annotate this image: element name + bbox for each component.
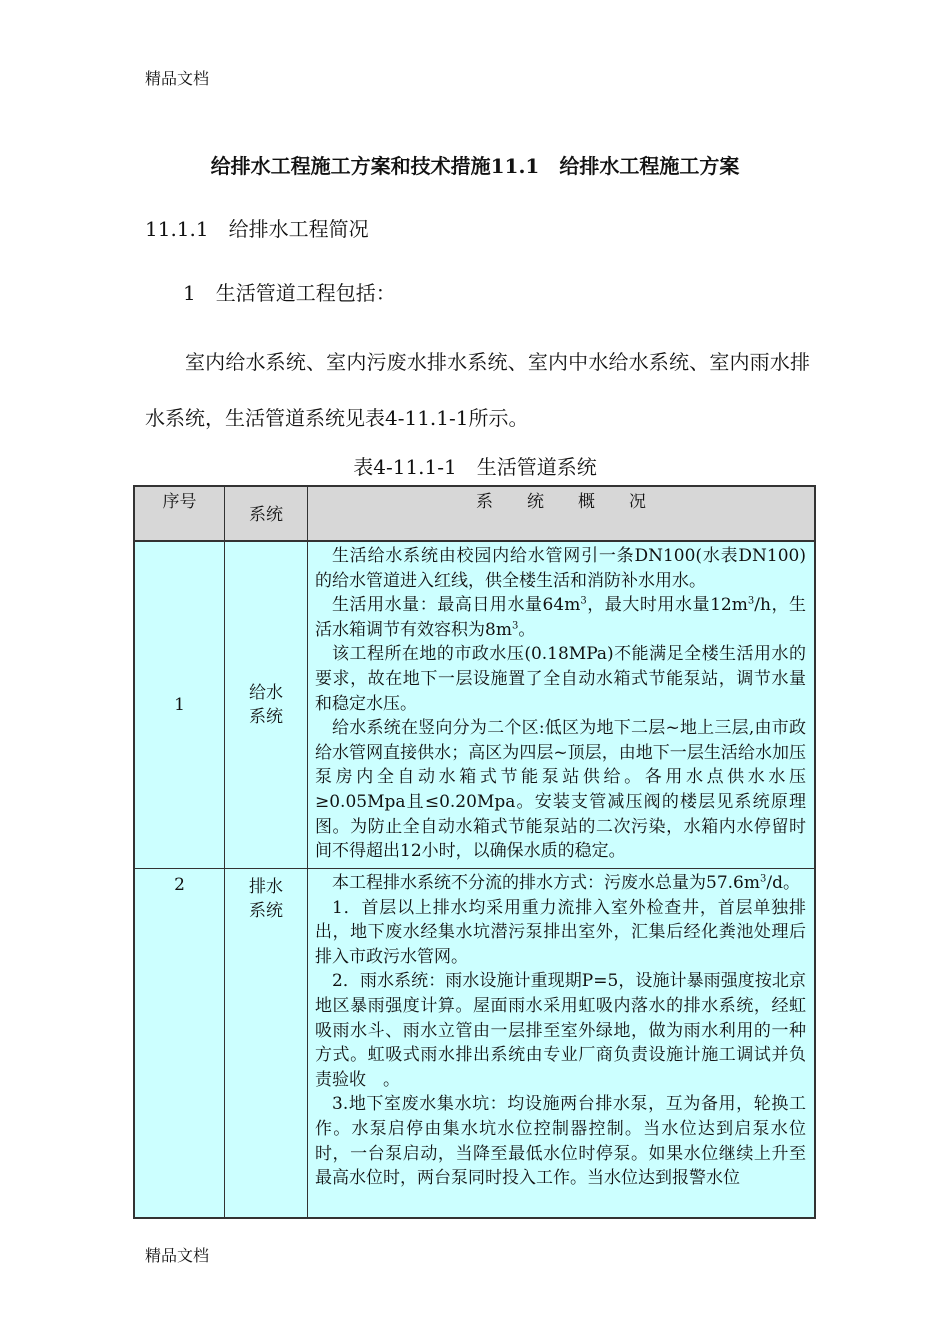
overview-paragraph: 1．首层以上排水均采用重力流排入室外检查井，首层单独排出，地下废水经集水坑潜污泵排出室外，汇集后经化粪池处理后排入市政污水管网。 <box>315 897 806 967</box>
table-header-row <box>134 486 815 541</box>
intro-paragraph: 室内给水系统、室内污废水排水系统、室内中水给水系统、室内雨水排水系统，生活管道系统见表4-11.1-1所示。 <box>145 350 810 430</box>
row-system-name: 排水系统 <box>225 869 308 1219</box>
page-header: 精品文档 <box>145 69 210 88</box>
text-run: /d。 <box>766 873 800 893</box>
superscript: 3 <box>759 873 767 885</box>
text-run: 。 <box>518 619 536 640</box>
row-overview <box>308 869 816 1219</box>
header-overview: 系 统 概 况 <box>308 486 816 541</box>
superscript: 3 <box>747 595 755 607</box>
row-number: 1 <box>134 541 225 869</box>
text-run: /h，生活水箱调节有效容积为8m <box>315 595 806 640</box>
header-no: 序号 <box>134 486 225 541</box>
table-row <box>134 541 815 869</box>
section-heading: 11.1.1 给排水工程简况 <box>145 217 369 241</box>
text-run: ，最大时用水量12m <box>586 595 748 616</box>
overview-paragraph: 给水系统在竖向分为二个区:低区为地下二层~地上三层,由市政给水管网直接供水；高区为四层~顶层，由地下一层生活给水加压泵房内全自动水箱式节能泵站供给。各用水点供水水压≥0.05Mpa且≤0.20Mpa。安装支管减压阀的楼层见系统原理图。为防止全自动水箱式节能泵站的二次污染，水箱内水停留时间不得超出12小时，以确保水质的稳定。 <box>315 718 806 862</box>
row-system-name: 给水系统 <box>225 541 308 869</box>
page-footer: 精品文档 <box>145 1246 210 1265</box>
row-number: 2 <box>134 869 225 1219</box>
superscript: 3 <box>511 620 519 632</box>
document-title: 给排水工程施工方案和技术措施11.1 给排水工程施工方案 <box>210 154 740 178</box>
header-system: 系统 <box>225 486 308 541</box>
overview-paragraph <box>315 593 806 642</box>
overview-paragraph: 3.地下室废水集水坑：均设施两台排水泵，互为备用，轮换工作。水泵启停由集水坑水位控制器控制。当水位达到启泵水位时，一台泵启动，当降至最低水位时停泵。如果水位继续上升至最高水位时，两台泵同时投入工作。当水位达到报警水位 <box>315 1094 806 1189</box>
superscript: 3 <box>580 595 587 607</box>
text-run: 本工程排水系统不分流的排水方式：污废水总量为57.6m <box>332 873 760 893</box>
table-row <box>134 869 815 1219</box>
overview-paragraph: 该工程所在地的市政水压(0.18MPa)不能满足全楼生活用水的要求，故在地下一层设施置了全自动水箱式节能泵站，调节水量和稳定水压。 <box>315 644 806 714</box>
overview-paragraph: 2．雨水系统：雨水设施计重现期P=5，设施计暴雨强度按北京地区暴雨强度计算。屋面雨水采用虹吸内落水的排水系统，经虹吸雨水斗、雨水立管由一层排至室外绿地，做为雨水利用的一种方式。虹吸式雨水排出系统由专业厂商负责设施计施工调试并负责验收 。 <box>315 971 806 1090</box>
row-overview <box>308 541 816 869</box>
table-caption: 表4-11.1-1 生活管道系统 <box>353 455 597 479</box>
overview-paragraph: 生活给水系统由校园内给水管网引一条DN100(水表DN100)的给水管道进入红线，供全楼生活和消防补水用水。 <box>315 546 806 591</box>
subsection-heading: 1 生活管道工程包括： <box>183 281 396 305</box>
overview-paragraph <box>315 871 806 896</box>
text-run: 生活用水量：最高日用水量64m <box>332 595 581 616</box>
pipeline-system-table <box>133 485 816 1219</box>
